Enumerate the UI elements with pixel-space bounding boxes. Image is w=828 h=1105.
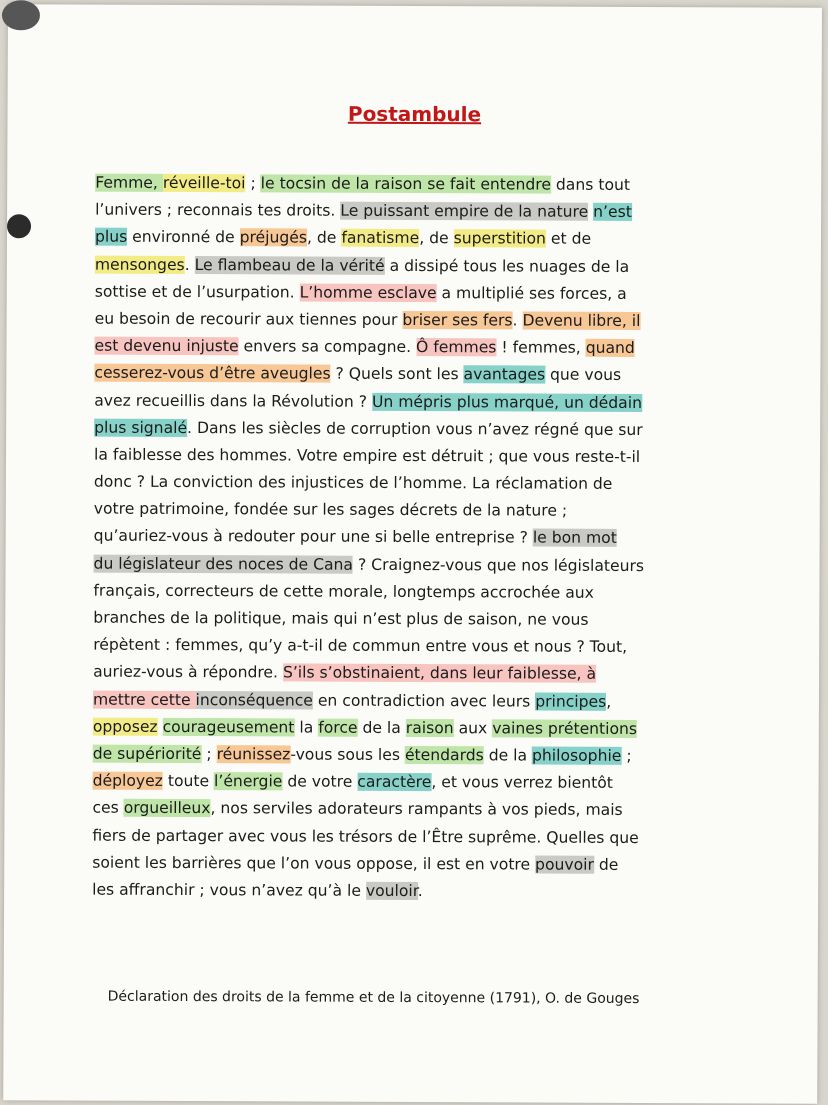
text-line (95, 170, 735, 200)
highlighted-text: préjugés (239, 228, 308, 247)
highlighted-text: plus signalé (94, 418, 188, 437)
text-line (94, 550, 734, 580)
text-line (94, 523, 734, 553)
text-line (93, 632, 733, 662)
highlighted-text: de supériorité (92, 744, 202, 764)
page-title: Postambule (347, 101, 482, 127)
text-segment: dans tout (550, 175, 631, 194)
text-segment: a multiplié ses forces, a (436, 283, 627, 303)
text-line (94, 441, 734, 471)
highlighted-text: le bon mot (532, 528, 617, 548)
text-segment: toute (162, 772, 215, 791)
text-segment: auriez-vous à répondre. (93, 662, 284, 682)
highlighted-text: réunissez (216, 745, 291, 764)
highlighted-text: avantages (463, 365, 546, 384)
highlighted-text: courageusement (162, 717, 295, 737)
text-segment: branches de la politique, mais qui n’est plus de saison, ne vous (93, 608, 589, 629)
text-segment: la faiblesse des hommes. Votre empire est détruit ; que vous reste-t-il (94, 445, 641, 466)
highlighted-text: plus (94, 227, 128, 247)
text-segment: . Dans les siècles de corruption vous n’avez régné que sur (187, 418, 643, 439)
highlighted-text: est devenu injuste (94, 336, 239, 356)
text-line (95, 278, 735, 308)
text-line (92, 822, 732, 852)
text-line (93, 713, 733, 743)
highlighted-text: philosophie (532, 746, 622, 765)
highlighted-text: vaines prétentions (492, 719, 638, 738)
text-segment: fiers de partager avec vous les trésors de l’Être suprême. Quelles que (92, 826, 639, 847)
text-segment: donc ? La conviction des injustices de l’homme. La réclamation de (93, 472, 613, 493)
text-segment: que vous (545, 365, 622, 385)
text-segment: ; (201, 745, 217, 764)
highlighted-text: l’énergie (214, 772, 283, 791)
text-segment: soient les barrières que l’on vous oppose, il est en votre (92, 853, 536, 874)
highlighted-text: mettre cette (92, 690, 196, 709)
text-line (94, 414, 734, 444)
highlighted-text: le tocsin de la raison se fait entendre (260, 174, 552, 194)
highlighted-text: quand (585, 338, 635, 358)
highlighted-text: n’est (593, 202, 632, 222)
citation: Déclaration des droits de la femme et de la citoyenne (1791), O. de Gouges (107, 988, 640, 1007)
text-segment: de la (357, 718, 406, 737)
text-line (94, 496, 734, 526)
text-segment: , de (419, 229, 454, 248)
text-line (95, 251, 735, 281)
highlighted-text: réveille-toi (162, 173, 246, 193)
text-segment: aux (453, 718, 493, 738)
text-line (92, 795, 732, 825)
text-segment: ! femmes, (496, 338, 586, 357)
text-segment: et de (545, 229, 592, 249)
text-line (93, 659, 733, 689)
highlighted-text: caractère (357, 772, 432, 792)
highlighted-text: mensonges (94, 255, 185, 274)
text-segment: envers sa compagne. (238, 337, 417, 357)
text-segment: qu’auriez-vous à redouter pour une si belle entreprise ? (93, 527, 533, 547)
highlighted-text: L’homme esclave (299, 283, 437, 302)
text-line (93, 768, 733, 798)
highlighted-text: pouvoir (535, 855, 594, 874)
highlighted-text: raison (405, 718, 454, 737)
highlighted-text: inconséquence (195, 690, 313, 710)
highlighted-text: vouloir (365, 881, 418, 900)
text-line (92, 849, 732, 879)
text-segment: . (184, 255, 195, 274)
text-segment: de (593, 855, 619, 874)
text-line (93, 686, 733, 716)
text-segment: -vous sous les (290, 745, 406, 764)
text-segment: de votre (282, 772, 358, 791)
text-segment: répètent : femmes, qu’y a-t-il de commun entre vous et nous ? Tout, (93, 635, 628, 657)
text-segment: avez recueillis dans la Révolution ? (94, 391, 373, 411)
highlighted-text: Le flambeau de la vérité (194, 255, 385, 275)
highlighted-text: Le puissant empire de la nature (340, 201, 589, 221)
body-text (92, 170, 735, 907)
text-line (94, 469, 734, 499)
text-line (93, 741, 733, 771)
highlighted-text: superstition (453, 229, 547, 248)
highlighted-text: Devenu libre, il (522, 311, 641, 330)
text-segment: ? Quels sont les (330, 364, 464, 384)
highlighted-text: principes (535, 692, 607, 711)
text-line (94, 333, 734, 363)
highlighted-text: briser ses fers (402, 310, 513, 330)
highlighted-text: déployez (92, 771, 163, 791)
document-page (3, 4, 822, 1104)
text-line (92, 876, 732, 906)
highlighted-text: étendards (404, 745, 484, 765)
margin-ink-mark (7, 214, 31, 238)
text-segment: l’univers ; reconnais tes droits. (95, 200, 341, 220)
text-segment: en contradiction avec leurs (312, 691, 536, 711)
text-segment: , de (306, 228, 342, 248)
highlighted-text: cesserez-vous d’être aveugles (94, 363, 331, 383)
text-line (95, 306, 735, 336)
highlighted-text: Ô femmes (416, 338, 497, 357)
text-line (94, 387, 734, 417)
text-segment: environné de (127, 228, 240, 247)
text-segment: eu besoin de recourir aux tiennes pour (94, 309, 403, 329)
highlighted-text: Femme, (95, 173, 163, 192)
text-line (95, 197, 735, 227)
text-segment: ; (245, 174, 261, 193)
highlighted-text: fanatisme (341, 229, 420, 248)
text-line (93, 605, 733, 635)
highlighted-text: Un mépris plus marqué, un dédain (371, 392, 643, 412)
text-segment: ? Craignez-vous que nos législateurs (352, 555, 645, 575)
text-segment: , et vous verrez bientôt (431, 773, 613, 792)
text-segment: votre patrimoine, fondée sur les sages décrets de la nature ; (93, 499, 568, 520)
text-segment: les affranchir ; vous n’avez qu’à le (92, 880, 366, 900)
text-segment: français, correcteurs de cette morale, longtemps accrochée aux (93, 581, 594, 602)
text-segment: a dissipé tous les nuages de la (384, 256, 630, 276)
text-segment: , nos serviles adorateurs rampants à vos pieds, mais (210, 799, 623, 820)
text-segment: de la (483, 746, 533, 765)
corner-shadow (2, 0, 40, 30)
text-segment: la (294, 718, 319, 737)
text-segment: . (512, 311, 523, 330)
text-segment: ces (92, 798, 124, 818)
text-segment: . (417, 881, 423, 900)
highlighted-text: opposez (92, 717, 158, 736)
text-segment: ; (621, 746, 632, 765)
text-line (93, 577, 733, 607)
highlighted-text: S’ils s’obstinaient, dans leur faiblesse, à (282, 663, 597, 684)
highlighted-text: du législateur des noces de Cana (93, 554, 354, 574)
text-segment: sottise et de l’usurpation. (94, 282, 300, 302)
text-line (95, 224, 735, 254)
highlighted-text: force (318, 718, 358, 737)
text-segment: , (606, 692, 612, 711)
text-line (94, 360, 734, 390)
highlighted-text: orgueilleux (123, 799, 211, 818)
